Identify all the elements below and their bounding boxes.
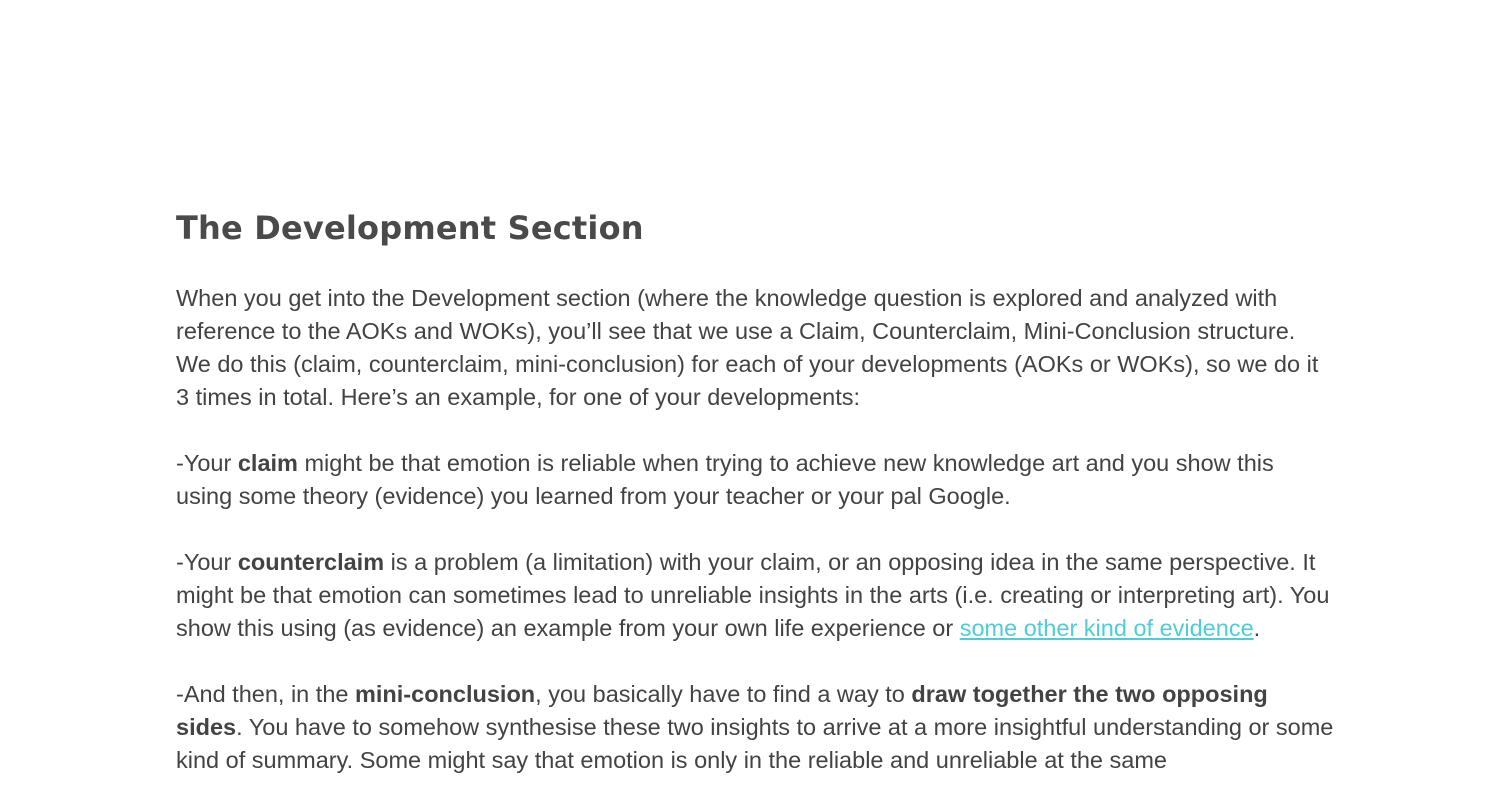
counterclaim-term: counterclaim [237,549,385,575]
claim-text: might be that emotion is reliable when trying to achieve new knowledge art and you show this using some theory (evidence) you learned from your teacher or your pal Google. [176,450,1274,509]
claim-paragraph [176,447,1336,513]
counterclaim-text: is a problem (a limitation) with your claim, or an opposing idea in the same perspective. It might be that emotion can sometimes lead to unreliable insights in the arts (i.e. creating or interpreting art). You show this using (as evidence) an example from your own life experience or [176,549,1330,641]
claim-term: claim [237,450,298,476]
intro-paragraph: When you get into the Development section (where the knowledge question is explored and analyzed with reference to the AOKs and WOKs), you’ll see that we use a Claim, Counterclaim, Mini-Conclusion structure. We do this (claim, counterclaim, mini-conclusion) for each of your developments (AOKs or WOKs), so we do it 3 times in total. Here’s an example, for one of your developments: [176,285,1319,410]
counterclaim-end: . [1253,615,1261,641]
counterclaim-paragraph [176,546,1336,645]
evidence-link[interactable]: some other kind of evidence [959,615,1254,641]
counterclaim-prefix: -Your [176,549,238,575]
claim-prefix: -Your [176,450,238,476]
mini-conclusion-text: . You have to somehow synthesise these two insights to arrive at a more insightful understanding or some kind of summary. Some might say that emotion is only in the reliable and unreliable at the same [176,714,1334,773]
section-heading: The Development Section [176,209,644,247]
document-content [176,206,1336,777]
mini-conclusion-middle: , you basically have to find a way to [535,681,912,707]
mini-conclusion-paragraph [176,678,1336,777]
mini-conclusion-prefix: -And then, in the [176,681,355,707]
mini-conclusion-term: mini-conclusion [354,681,536,707]
mini-conclusion-emphasis: draw together the two opposing sides [176,681,1268,740]
